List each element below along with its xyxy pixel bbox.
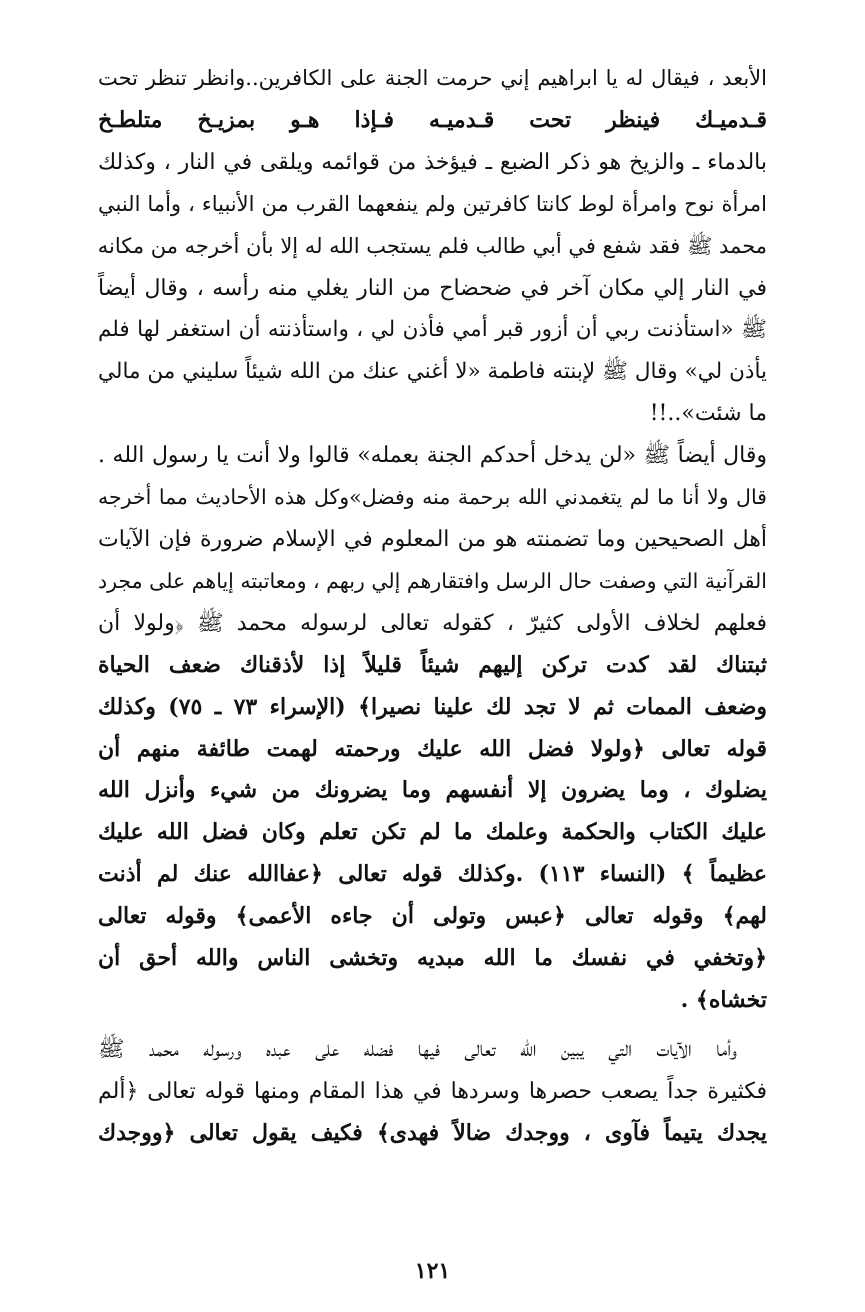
text-line: محمد ﷺ فقد شفع في أبي طالب فلم يستجب الله له إلا بأن أخرجه من مكانه xyxy=(98,233,767,258)
text-line: أهل الصحيحين وما تضمنته هو من المعلوم في الإسلام ضرورة فإن الآيات xyxy=(98,526,767,552)
text-line: قال ولا أنا ما لم يتغمدني الله برحمة منه وفضل»وكل هذه الأحاديث مما أخرجه xyxy=(98,485,767,510)
text-line: بالدماء ـ والزيخ هو ذكر الضبع ـ فيؤخذ من قوائمه ويلقى في النار ، وكذلك xyxy=(98,149,767,175)
quran-verse-line: عليك الكتاب والحكمة وعلمك ما لم تكن تعلم وكان فضل الله عليك xyxy=(98,819,767,846)
text-line: يجدك يتيماً فآوى ، ووجدك ضالاً فهدى﴾ فكيف يقول تعالى ﴿ووجدك xyxy=(98,1119,767,1146)
quran-verse-line: وضعف الممات ثم لا تجد لك علينا نصيرا﴾ (الإسراء ٧٣ ـ ٧٥) وكذلك xyxy=(98,693,767,720)
quran-verse-line: عظيماً ﴾ (النساء ١١٣) .وكذلك قوله تعالى ﴿عفاالله عنك لم أذنت xyxy=(98,861,767,888)
text-line: فكثيرة جداً يصعب حصرها وسردها في هذا المقام ومنها قوله تعالى ﴿ألم xyxy=(98,1078,767,1104)
text-line: فعلهم لخلاف الأولى كثيرّ ، كقوله تعالى لرسوله محمد ﷺ ﴿ولولا أن xyxy=(98,610,767,636)
quran-verse-line: قوله تعالى ﴿ولولا فضل الله عليك ورحمته لهمت طائفة منهم أن xyxy=(98,735,767,762)
page-number: ١٢١ xyxy=(414,1258,451,1284)
text-line: وأما الآيات التي يبين الله تعالى فيها فضله على عبده ورسوله محمد ﷺ xyxy=(98,1036,737,1062)
text-line: يأذن لي» وقال ﷺ لإبنته فاطمة «لا أغني عنك من الله شيئاً سليني من مالي xyxy=(98,359,767,385)
text-line: وقال أيضاً ﷺ «لن يدخل أحدكم الجنة بعمله» قالوا ولا أنت يا رسول الله . xyxy=(98,443,767,469)
text-line: امرأة نوح وامرأة لوط كانتا كافرتين ولم ينفعهما القرب من الأنبياء ، وأما النبي xyxy=(98,191,767,216)
paragraph-gap xyxy=(98,1022,767,1029)
text-line: ما شئت»..!! xyxy=(649,401,767,427)
text-line: قـدميـك فينظر تحت قـدميـه فـإذا هـو بمزيـخ متلطـخ xyxy=(98,106,767,133)
quran-verse-line: لهم﴾ وقوله تعالى ﴿عبس وتولى أن جاءه الأعمى﴾ وقوله تعالى xyxy=(98,903,767,930)
quran-verse-line: ﴿وتخفي في نفسك ما الله مبديه وتخشى الناس والله أحق أن xyxy=(98,945,767,972)
quran-verse-line: ثبتناك لقد كدت تركن إليهم شيئاً قليلاً إذا لأذقناك ضعف الحياة xyxy=(98,651,767,678)
quran-verse-line: يضلوك ، وما يضرون إلا أنفسهم وما يضرونك من شيء وأنزل الله xyxy=(98,777,767,804)
page-body xyxy=(98,58,767,1155)
text-line: في النار إلي مكان آخر في ضحضاح من النار يغلي منه رأسه ، وقال أيضاً xyxy=(98,275,767,301)
text-line: ﷺ «استأذنت ربي أن أزور قبر أمي فأذن لي ، واستأذنته أن استغفر لها فلم xyxy=(98,317,767,343)
quran-verse-line: تخشاه﴾ . xyxy=(680,986,767,1013)
text-line: القرآنية التي وصفت حال الرسل وافتقارهم إلي ربهم ، ومعاتبته إياهم على مجرد xyxy=(98,568,767,593)
text-line: الأبعد ، فيقال له يا ابراهيم إني حرمت الجنة على الكافرين..وانظر تنظر تحت xyxy=(98,66,767,90)
